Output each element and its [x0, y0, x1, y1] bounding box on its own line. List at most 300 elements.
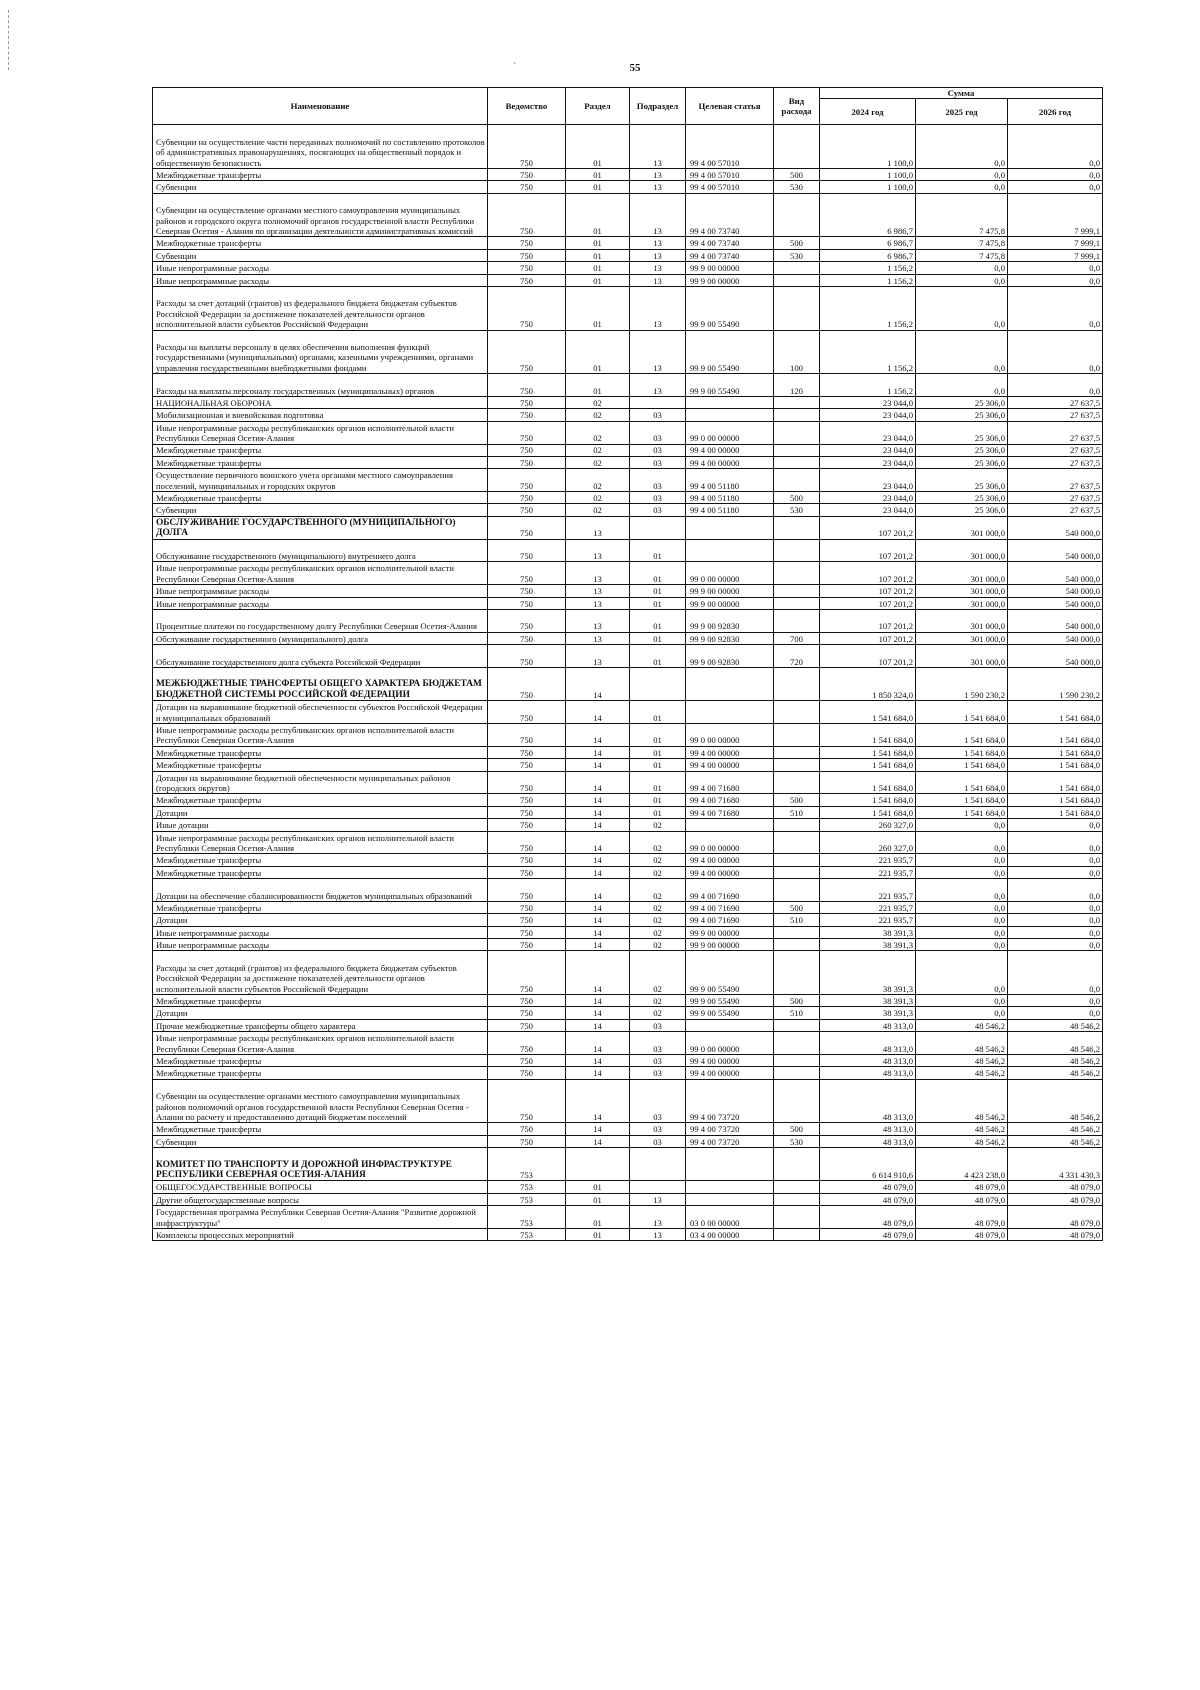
cell-section: 14 — [566, 806, 630, 818]
cell-dept: 750 — [488, 597, 566, 609]
cell-name: Иные непрограммные расходы республиканских органов исполнительной власти Республики Северная Осетия-Алания — [153, 562, 488, 585]
cell-2025: 1 541 684,0 — [916, 746, 1008, 758]
cell-dept: 750 — [488, 1067, 566, 1079]
cell-subsection: 03 — [630, 421, 686, 444]
cell-subsection: 02 — [630, 951, 686, 995]
cell-subsection: 13 — [630, 330, 686, 374]
cell-name: Иные непрограммные расходы — [153, 939, 488, 951]
cell-subsection: 02 — [630, 926, 686, 938]
cell-target: 99 9 00 55490 — [686, 330, 774, 374]
cell-name: НАЦИОНАЛЬНАЯ ОБОРОНА — [153, 396, 488, 408]
cell-dept: 750 — [488, 759, 566, 771]
cell-section: 01 — [566, 286, 630, 330]
cell-2024: 38 391,3 — [820, 926, 916, 938]
cell-expense-type — [774, 444, 820, 456]
cell-subsection: 13 — [630, 262, 686, 274]
cell-name: Иные непрограммные расходы — [153, 585, 488, 597]
cell-2024: 6 986,7 — [820, 249, 916, 261]
cell-section: 14 — [566, 794, 630, 806]
cell-2026: 4 331 430,3 — [1008, 1148, 1103, 1181]
cell-expense-type — [774, 854, 820, 866]
cell-subsection: 02 — [630, 879, 686, 902]
cell-2025: 0,0 — [916, 831, 1008, 854]
cell-section: 14 — [566, 879, 630, 902]
cell-expense-type — [774, 1019, 820, 1031]
cell-subsection: 02 — [630, 901, 686, 913]
cell-2024: 221 935,7 — [820, 879, 916, 902]
cell-expense-type — [774, 759, 820, 771]
cell-2026: 0,0 — [1008, 831, 1103, 854]
cell-target: 99 4 00 00000 — [686, 759, 774, 771]
cell-section: 02 — [566, 396, 630, 408]
cell-expense-type: 510 — [774, 1007, 820, 1019]
cell-target: 99 4 00 57010 — [686, 169, 774, 181]
cell-expense-type — [774, 1181, 820, 1193]
cell-name: Дотации на обеспечение сбалансированности бюджетов муниципальных образований — [153, 879, 488, 902]
scan-edge-mark — [8, 10, 10, 70]
cell-dept: 750 — [488, 193, 566, 237]
cell-section: 13 — [566, 539, 630, 562]
cell-expense-type: 720 — [774, 645, 820, 668]
cell-name: Иные дотации — [153, 819, 488, 831]
table-row — [153, 1055, 1103, 1067]
cell-name: Межбюджетные трансферты — [153, 901, 488, 913]
cell-target: 99 4 00 00000 — [686, 746, 774, 758]
table-row — [153, 701, 1103, 724]
cell-2024: 38 391,3 — [820, 995, 916, 1007]
cell-2025: 301 000,0 — [916, 632, 1008, 644]
cell-subsection: 03 — [630, 1135, 686, 1147]
cell-dept: 750 — [488, 645, 566, 668]
cell-target: 99 4 00 73720 — [686, 1079, 774, 1123]
cell-expense-type — [774, 746, 820, 758]
cell-expense-type: 510 — [774, 806, 820, 818]
cell-dept: 750 — [488, 469, 566, 492]
cell-expense-type: 100 — [774, 330, 820, 374]
cell-2024: 48 079,0 — [820, 1181, 916, 1193]
cell-2025: 0,0 — [916, 125, 1008, 169]
cell-2025: 0,0 — [916, 866, 1008, 878]
cell-expense-type — [774, 396, 820, 408]
cell-2025: 301 000,0 — [916, 597, 1008, 609]
header-section: Раздел — [566, 88, 630, 125]
table-row — [153, 409, 1103, 421]
cell-2025: 0,0 — [916, 1007, 1008, 1019]
table-row — [153, 1135, 1103, 1147]
cell-dept: 753 — [488, 1181, 566, 1193]
cell-subsection: 03 — [630, 456, 686, 468]
cell-dept: 750 — [488, 374, 566, 397]
header-target: Целевая статья — [686, 88, 774, 125]
cell-dept: 750 — [488, 771, 566, 794]
table-row — [153, 1193, 1103, 1205]
cell-target: 99 9 00 00000 — [686, 274, 774, 286]
cell-2024: 48 079,0 — [820, 1206, 916, 1229]
table-header — [153, 88, 1103, 125]
cell-dept: 750 — [488, 237, 566, 249]
budget-table-container — [152, 87, 1102, 1241]
cell-name: Межбюджетные трансферты — [153, 1055, 488, 1067]
cell-section: 14 — [566, 771, 630, 794]
cell-dept: 750 — [488, 724, 566, 747]
cell-dept: 750 — [488, 701, 566, 724]
cell-target: 99 9 00 00000 — [686, 262, 774, 274]
cell-2025: 0,0 — [916, 374, 1008, 397]
cell-2026: 0,0 — [1008, 926, 1103, 938]
cell-section: 01 — [566, 1181, 630, 1193]
cell-2026: 27 637,5 — [1008, 444, 1103, 456]
cell-target: 99 9 00 92830 — [686, 632, 774, 644]
cell-2025: 301 000,0 — [916, 645, 1008, 668]
cell-subsection: 02 — [630, 995, 686, 1007]
cell-name: МЕЖБЮДЖЕТНЫЕ ТРАНСФЕРТЫ ОБЩЕГО ХАРАКТЕРА БЮДЖЕТАМ БЮДЖЕТНОЙ СИСТЕМЫ РОССИЙСКОЙ ФЕДЕРАЦИИ — [153, 668, 488, 701]
cell-2024: 221 935,7 — [820, 901, 916, 913]
cell-dept: 750 — [488, 181, 566, 193]
cell-dept: 750 — [488, 901, 566, 913]
cell-2026: 1 541 684,0 — [1008, 794, 1103, 806]
cell-target: 99 4 00 71680 — [686, 771, 774, 794]
cell-dept: 750 — [488, 562, 566, 585]
cell-name: Расходы на выплаты персоналу государственных (муниципальных) органов — [153, 374, 488, 397]
cell-name: Обслуживание государственного долга субъекта Российской Федерации — [153, 645, 488, 668]
cell-name: Межбюджетные трансферты — [153, 237, 488, 249]
cell-2024: 1 541 684,0 — [820, 746, 916, 758]
cell-section: 13 — [566, 585, 630, 597]
cell-2024: 48 313,0 — [820, 1135, 916, 1147]
cell-target: 03 4 00 00000 — [686, 1228, 774, 1240]
cell-name: Межбюджетные трансферты — [153, 456, 488, 468]
cell-target: 99 9 00 55490 — [686, 951, 774, 995]
cell-dept: 750 — [488, 492, 566, 504]
cell-2025: 301 000,0 — [916, 516, 1008, 539]
cell-2026: 0,0 — [1008, 181, 1103, 193]
cell-target — [686, 668, 774, 701]
cell-section: 14 — [566, 1019, 630, 1031]
cell-section: 02 — [566, 409, 630, 421]
cell-2024: 48 313,0 — [820, 1032, 916, 1055]
cell-expense-type — [774, 125, 820, 169]
cell-2026: 0,0 — [1008, 995, 1103, 1007]
cell-2024: 48 079,0 — [820, 1193, 916, 1205]
cell-subsection: 01 — [630, 597, 686, 609]
table-row — [153, 1019, 1103, 1031]
budget-table — [152, 87, 1103, 1241]
cell-2025: 48 079,0 — [916, 1181, 1008, 1193]
cell-2025: 1 541 684,0 — [916, 806, 1008, 818]
cell-subsection: 03 — [630, 469, 686, 492]
cell-2025: 0,0 — [916, 854, 1008, 866]
cell-expense-type — [774, 516, 820, 539]
cell-2024: 1 156,2 — [820, 330, 916, 374]
cell-2025: 48 546,2 — [916, 1055, 1008, 1067]
table-row — [153, 516, 1103, 539]
cell-2026: 0,0 — [1008, 951, 1103, 995]
cell-name: ОБСЛУЖИВАНИЕ ГОСУДАРСТВЕННОГО (МУНИЦИПАЛЬНОГО) ДОЛГА — [153, 516, 488, 539]
cell-name: Субвенции — [153, 249, 488, 261]
table-row — [153, 1032, 1103, 1055]
cell-section: 13 — [566, 645, 630, 668]
cell-dept: 750 — [488, 444, 566, 456]
cell-2025: 301 000,0 — [916, 539, 1008, 562]
table-row — [153, 330, 1103, 374]
cell-target — [686, 701, 774, 724]
cell-2024: 260 327,0 — [820, 819, 916, 831]
cell-expense-type — [774, 1193, 820, 1205]
cell-expense-type — [774, 456, 820, 468]
header-subsection: Подраздел — [630, 88, 686, 125]
cell-expense-type: 500 — [774, 237, 820, 249]
cell-subsection: 01 — [630, 701, 686, 724]
cell-subsection: 13 — [630, 1193, 686, 1205]
cell-2025: 48 546,2 — [916, 1123, 1008, 1135]
cell-2026: 48 079,0 — [1008, 1228, 1103, 1240]
cell-2025: 0,0 — [916, 819, 1008, 831]
cell-dept: 750 — [488, 274, 566, 286]
table-row — [153, 169, 1103, 181]
cell-target: 99 9 00 00000 — [686, 597, 774, 609]
table-row — [153, 1148, 1103, 1181]
cell-subsection: 03 — [630, 1019, 686, 1031]
cell-2024: 23 044,0 — [820, 504, 916, 516]
cell-2026: 7 999,1 — [1008, 237, 1103, 249]
cell-2026: 27 637,5 — [1008, 504, 1103, 516]
cell-2024: 107 201,2 — [820, 562, 916, 585]
cell-2024: 38 391,3 — [820, 1007, 916, 1019]
cell-expense-type — [774, 286, 820, 330]
cell-subsection: 13 — [630, 125, 686, 169]
cell-2026: 27 637,5 — [1008, 469, 1103, 492]
table-row — [153, 1007, 1103, 1019]
cell-name: Межбюджетные трансферты — [153, 492, 488, 504]
cell-expense-type — [774, 1206, 820, 1229]
cell-target — [686, 516, 774, 539]
cell-target: 99 0 00 00000 — [686, 562, 774, 585]
cell-2025: 0,0 — [916, 330, 1008, 374]
cell-target: 99 4 00 73720 — [686, 1123, 774, 1135]
cell-2024: 1 541 684,0 — [820, 794, 916, 806]
cell-2026: 48 546,2 — [1008, 1123, 1103, 1135]
cell-subsection: 03 — [630, 1055, 686, 1067]
cell-target: 99 0 00 00000 — [686, 1032, 774, 1055]
cell-2024: 6 614 910,6 — [820, 1148, 916, 1181]
cell-2025: 0,0 — [916, 879, 1008, 902]
table-row — [153, 1079, 1103, 1123]
cell-dept: 750 — [488, 939, 566, 951]
cell-dept: 750 — [488, 504, 566, 516]
cell-2025: 0,0 — [916, 914, 1008, 926]
cell-2024: 48 079,0 — [820, 1228, 916, 1240]
cell-2025: 1 541 684,0 — [916, 724, 1008, 747]
cell-name: Процентные платежи по государственному долгу Республики Северная Осетия-Алания — [153, 610, 488, 633]
cell-subsection: 13 — [630, 181, 686, 193]
cell-target: 99 4 00 51180 — [686, 469, 774, 492]
cell-2025: 25 306,0 — [916, 492, 1008, 504]
cell-2025: 48 546,2 — [916, 1019, 1008, 1031]
cell-2024: 1 100,0 — [820, 169, 916, 181]
cell-section: 01 — [566, 125, 630, 169]
cell-name: Межбюджетные трансферты — [153, 169, 488, 181]
cell-2025: 48 079,0 — [916, 1193, 1008, 1205]
cell-target: 99 4 00 00000 — [686, 444, 774, 456]
cell-target: 99 4 00 57010 — [686, 181, 774, 193]
table-row — [153, 819, 1103, 831]
cell-dept: 750 — [488, 585, 566, 597]
cell-2024: 107 201,2 — [820, 597, 916, 609]
table-row — [153, 939, 1103, 951]
cell-2025: 25 306,0 — [916, 409, 1008, 421]
cell-2026: 0,0 — [1008, 901, 1103, 913]
cell-2025: 25 306,0 — [916, 504, 1008, 516]
cell-subsection — [630, 1148, 686, 1181]
cell-section: 14 — [566, 1123, 630, 1135]
cell-dept: 750 — [488, 262, 566, 274]
cell-dept: 750 — [488, 1123, 566, 1135]
cell-2025: 25 306,0 — [916, 421, 1008, 444]
cell-section: 14 — [566, 1007, 630, 1019]
cell-dept: 753 — [488, 1228, 566, 1240]
cell-name: Иные непрограммные расходы — [153, 262, 488, 274]
table-row — [153, 1181, 1103, 1193]
table-row — [153, 831, 1103, 854]
cell-expense-type: 500 — [774, 1123, 820, 1135]
cell-name: Иные непрограммные расходы республиканских органов исполнительной власти Республики Северная Осетия-Алания — [153, 724, 488, 747]
cell-2025: 48 546,2 — [916, 1079, 1008, 1123]
cell-2025: 48 079,0 — [916, 1206, 1008, 1229]
cell-section: 01 — [566, 1206, 630, 1229]
table-row — [153, 759, 1103, 771]
cell-target: 99 4 00 71680 — [686, 794, 774, 806]
cell-subsection: 01 — [630, 724, 686, 747]
table-row — [153, 504, 1103, 516]
cell-expense-type: 500 — [774, 169, 820, 181]
cell-name: Межбюджетные трансферты — [153, 444, 488, 456]
cell-name: Мобилизационная и вневойсковая подготовка — [153, 409, 488, 421]
cell-2024: 1 100,0 — [820, 125, 916, 169]
cell-subsection: 02 — [630, 866, 686, 878]
cell-2025: 301 000,0 — [916, 610, 1008, 633]
cell-section: 01 — [566, 237, 630, 249]
header-expense-type: Вид расхода — [774, 88, 820, 125]
cell-section: 01 — [566, 181, 630, 193]
cell-2024: 1 541 684,0 — [820, 701, 916, 724]
table-body — [153, 125, 1103, 1241]
cell-2025: 0,0 — [916, 951, 1008, 995]
table-row — [153, 771, 1103, 794]
cell-2025: 301 000,0 — [916, 562, 1008, 585]
cell-expense-type — [774, 701, 820, 724]
cell-section: 01 — [566, 274, 630, 286]
cell-expense-type — [774, 262, 820, 274]
cell-subsection: 13 — [630, 249, 686, 261]
table-row — [153, 632, 1103, 644]
cell-2024: 107 201,2 — [820, 539, 916, 562]
cell-section: 14 — [566, 831, 630, 854]
cell-target: 99 4 00 71690 — [686, 879, 774, 902]
cell-name: Межбюджетные трансферты — [153, 866, 488, 878]
cell-name: Субвенции на осуществление органами местного самоуправления муниципальных районов и городского округа полномочий органов государственной власти Республики Северная Осетия - Алания по организации деятельности административных комиссий — [153, 193, 488, 237]
cell-target: 99 4 00 57010 — [686, 125, 774, 169]
cell-2026: 0,0 — [1008, 939, 1103, 951]
table-row — [153, 492, 1103, 504]
cell-2025: 1 541 684,0 — [916, 771, 1008, 794]
cell-target: 99 0 00 00000 — [686, 421, 774, 444]
cell-name: Иные непрограммные расходы — [153, 926, 488, 938]
cell-target: 99 4 00 71690 — [686, 914, 774, 926]
cell-2024: 38 391,3 — [820, 951, 916, 995]
cell-expense-type — [774, 771, 820, 794]
table-row — [153, 539, 1103, 562]
cell-dept: 750 — [488, 951, 566, 995]
table-row — [153, 746, 1103, 758]
cell-dept: 750 — [488, 819, 566, 831]
cell-name: Обслуживание государственного (муниципального) долга — [153, 632, 488, 644]
cell-target: 99 4 00 73740 — [686, 249, 774, 261]
cell-target: 99 4 00 00000 — [686, 1067, 774, 1079]
cell-subsection: 02 — [630, 854, 686, 866]
cell-section: 01 — [566, 1228, 630, 1240]
cell-target: 99 9 00 92830 — [686, 645, 774, 668]
cell-target — [686, 409, 774, 421]
cell-2024: 1 156,2 — [820, 274, 916, 286]
cell-2024: 1 850 324,0 — [820, 668, 916, 701]
cell-2026: 0,0 — [1008, 274, 1103, 286]
cell-target — [686, 1193, 774, 1205]
table-row — [153, 374, 1103, 397]
cell-section: 14 — [566, 901, 630, 913]
cell-expense-type — [774, 562, 820, 585]
cell-expense-type: 530 — [774, 181, 820, 193]
cell-2026: 27 637,5 — [1008, 421, 1103, 444]
cell-name: Дотации на выравнивание бюджетной обеспеченности субъектов Российской Федерации и муниципальных образований — [153, 701, 488, 724]
cell-2026: 48 546,2 — [1008, 1079, 1103, 1123]
header-2024: 2024 год — [820, 99, 916, 125]
table-row — [153, 995, 1103, 1007]
table-row — [153, 1228, 1103, 1240]
table-row — [153, 597, 1103, 609]
cell-target — [686, 396, 774, 408]
table-row — [153, 237, 1103, 249]
header-2025: 2025 год — [916, 99, 1008, 125]
cell-section: 01 — [566, 330, 630, 374]
cell-2024: 107 201,2 — [820, 645, 916, 668]
table-row — [153, 562, 1103, 585]
table-row — [153, 1123, 1103, 1135]
cell-dept: 750 — [488, 794, 566, 806]
cell-name: Межбюджетные трансферты — [153, 1067, 488, 1079]
cell-name: Иные непрограммные расходы — [153, 274, 488, 286]
cell-expense-type — [774, 193, 820, 237]
cell-subsection: 13 — [630, 274, 686, 286]
table-row — [153, 901, 1103, 913]
cell-2024: 1 541 684,0 — [820, 759, 916, 771]
cell-2026: 27 637,5 — [1008, 409, 1103, 421]
cell-2026: 1 541 684,0 — [1008, 771, 1103, 794]
cell-expense-type: 500 — [774, 901, 820, 913]
cell-section: 01 — [566, 374, 630, 397]
cell-subsection: 02 — [630, 819, 686, 831]
cell-2026: 7 999,1 — [1008, 193, 1103, 237]
cell-2024: 48 313,0 — [820, 1067, 916, 1079]
cell-subsection: 02 — [630, 939, 686, 951]
cell-expense-type — [774, 539, 820, 562]
cell-expense-type — [774, 610, 820, 633]
cell-dept: 750 — [488, 1019, 566, 1031]
table-row — [153, 274, 1103, 286]
cell-subsection: 03 — [630, 1079, 686, 1123]
cell-dept: 750 — [488, 456, 566, 468]
cell-target: 03 0 00 00000 — [686, 1206, 774, 1229]
cell-target: 99 4 00 71680 — [686, 806, 774, 818]
